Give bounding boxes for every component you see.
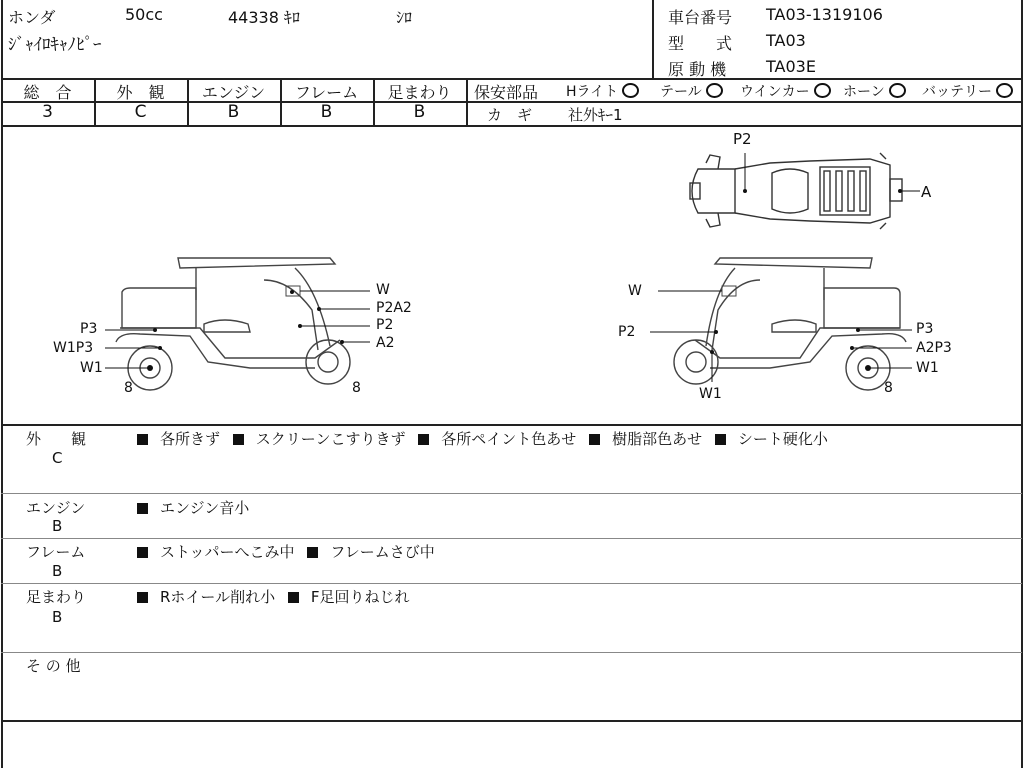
safety-item-horn xyxy=(843,81,906,101)
bullet-square-icon xyxy=(137,592,148,603)
label-right-w: W xyxy=(628,283,642,299)
ok-circle-icon xyxy=(814,83,831,98)
safety-item-battery xyxy=(922,81,1013,101)
rule-diagram-bottom xyxy=(1,424,1022,426)
ok-circle-icon xyxy=(889,83,906,98)
label-left-p2a2: P2A2 xyxy=(376,300,412,316)
label-top-a: A xyxy=(921,183,932,201)
remark-item: エンジン音小 xyxy=(160,499,250,517)
label-left-8-front: 8 xyxy=(124,380,133,396)
scooter-top-view xyxy=(680,135,920,235)
grade-value-exterior: C xyxy=(134,102,147,122)
label-left-a2: A2 xyxy=(376,335,395,351)
remark-item: F足回りねじれ xyxy=(310,588,410,606)
mileage: 44338 ｷﾛ xyxy=(228,8,300,27)
label-right-p3: P3 xyxy=(916,321,934,337)
bullet-square-icon xyxy=(589,434,600,445)
maker: ホンダ xyxy=(8,8,56,27)
rule-sec4 xyxy=(1,652,1022,653)
rule-sec5 xyxy=(1,720,1022,722)
grade-value-frame: B xyxy=(320,102,333,122)
safety-item-label: ウインカー xyxy=(740,84,810,100)
key-value: 社外ｷｰ1 xyxy=(568,106,623,124)
remark-item: 各所きず xyxy=(160,430,221,448)
section-engine-items xyxy=(137,497,249,518)
engine-model-value: TA03E xyxy=(766,57,816,76)
remark-item: フレームさび中 xyxy=(330,543,435,561)
section-frame-title: フレーム xyxy=(26,543,86,561)
label-right-p2: P2 xyxy=(618,324,636,340)
grade-col-5 xyxy=(466,78,468,125)
bullet-square-icon xyxy=(137,503,148,514)
chassis-value: TA03-1319106 xyxy=(766,5,883,24)
model-name: ｼﾞｬｲﾛｷｬﾉﾋﾟｰ xyxy=(8,35,102,55)
grade-header-overall: 総 合 xyxy=(23,83,72,102)
safety-item-tail xyxy=(660,81,723,101)
scooter-left-view xyxy=(100,250,400,400)
displacement: 50cc xyxy=(125,5,163,24)
remark-item: シート硬化小 xyxy=(737,430,828,448)
grade-header-frame: フレーム xyxy=(294,83,359,102)
rule-sec1 xyxy=(1,493,1022,494)
bullet-square-icon xyxy=(137,434,148,445)
label-right-a2p3: A2P3 xyxy=(916,340,952,356)
rule-safety-mid xyxy=(467,101,1022,103)
remark-item: ストッパーへこみ中 xyxy=(160,543,295,561)
section-exterior-items xyxy=(137,428,828,449)
bullet-square-icon xyxy=(715,434,726,445)
type-value: TA03 xyxy=(766,31,806,50)
grade-value-engine: B xyxy=(227,102,240,122)
safety-item-headlight xyxy=(566,81,639,101)
safety-title: 保安部品 xyxy=(474,83,539,102)
section-exterior-grade: C xyxy=(52,449,63,467)
section-suspension-grade: B xyxy=(52,608,63,626)
remark-item: Rホイール削れ小 xyxy=(160,588,276,606)
label-left-w1p3: W1P3 xyxy=(53,340,94,356)
safety-item-label: ホーン xyxy=(843,84,885,100)
color: ｼﾛ xyxy=(396,8,413,27)
rule-header-split xyxy=(652,0,654,78)
remark-item: 各所ペイント色あせ xyxy=(441,430,577,448)
section-other-title: そ の 他 xyxy=(26,657,81,675)
scooter-right-view xyxy=(650,250,940,400)
section-frame-grade: B xyxy=(52,562,63,580)
rule-sec2 xyxy=(1,538,1022,539)
section-engine-title: エンジン xyxy=(26,499,86,517)
section-exterior-title: 外 観 xyxy=(26,430,87,448)
grade-value-overall: 3 xyxy=(42,102,53,122)
section-frame-items xyxy=(137,541,435,562)
bullet-square-icon xyxy=(288,592,299,603)
grade-header-engine: エンジン xyxy=(201,83,266,102)
label-left-8-rear: 8 xyxy=(352,380,361,396)
grade-header-exterior: 外 観 xyxy=(116,83,165,102)
safety-item-label: Hライト xyxy=(566,84,619,100)
label-left-p2: P2 xyxy=(376,317,394,333)
engine-model-label: 原 動 機 xyxy=(668,60,727,79)
label-left-p3: P3 xyxy=(80,321,98,337)
rule-grade-bottom xyxy=(1,125,1022,127)
section-suspension-items xyxy=(137,586,410,607)
section-engine-grade: B xyxy=(52,517,63,535)
label-right-8: 8 xyxy=(884,380,893,396)
grade-header-suspension: 足まわり xyxy=(387,83,452,102)
rule-sec3 xyxy=(1,583,1022,584)
grade-value-suspension: B xyxy=(413,102,426,122)
remark-item: 樹脂部色あせ xyxy=(612,430,703,448)
label-left-w1: W1 xyxy=(80,360,103,376)
key-label: カ ギ xyxy=(487,106,533,124)
bullet-square-icon xyxy=(418,434,429,445)
remark-item: スクリーンこすりきず xyxy=(255,430,406,448)
safety-item-label: バッテリー xyxy=(922,84,992,100)
ok-circle-icon xyxy=(622,83,639,98)
bullet-square-icon xyxy=(307,547,318,558)
label-left-w: W xyxy=(376,282,390,298)
ok-circle-icon xyxy=(996,83,1013,98)
safety-item-winker xyxy=(740,81,831,101)
ok-circle-icon xyxy=(706,83,723,98)
section-suspension-title: 足まわり xyxy=(26,588,87,606)
label-right-w1: W1 xyxy=(916,360,939,376)
label-top-p2: P2 xyxy=(733,130,752,148)
bullet-square-icon xyxy=(233,434,244,445)
safety-item-label: テール xyxy=(660,84,702,100)
type-label: 型 式 xyxy=(668,34,733,53)
bullet-square-icon xyxy=(137,547,148,558)
chassis-label: 車台番号 xyxy=(668,8,733,27)
label-right-w1-bottom: W1 xyxy=(699,386,722,402)
